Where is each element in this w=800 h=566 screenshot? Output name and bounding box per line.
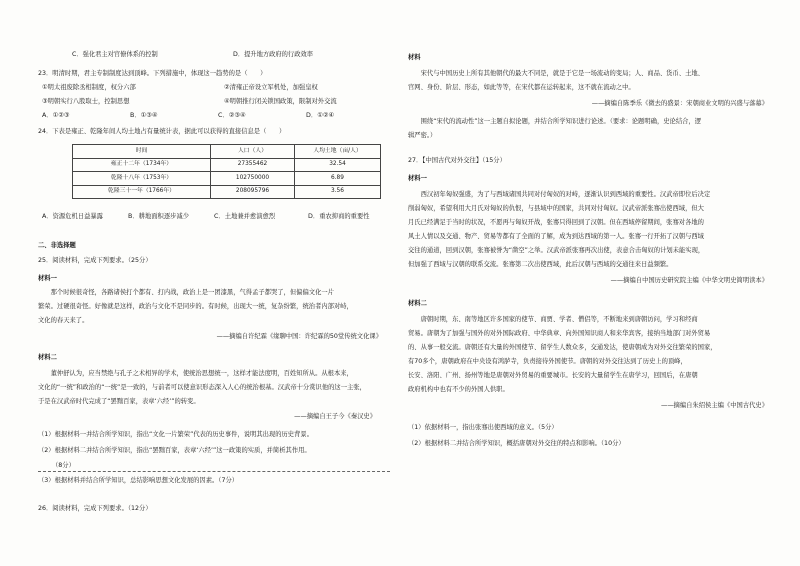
q25-material-2-line: 于是在汉武帝时代完成了“罢黜百家，表章‘六经’”的转变。 xyxy=(38,398,200,405)
q26-task-line: 辑严密。） xyxy=(408,132,437,139)
table-cell: 102750000 xyxy=(211,172,295,186)
q25-stem: 25．阅读材料，完成下列要求。（25分） xyxy=(38,257,152,264)
q23-option-c: C．②③④ xyxy=(218,112,246,119)
table-cell: 3.56 xyxy=(295,185,381,199)
q26-material-source: ——摘编自陈季乐《微去的盛景：宋朝商业文明的兴盛与落幕》 xyxy=(591,100,768,107)
table-cell: 乾隆三十一年（1766年） xyxy=(73,185,211,199)
q27-material-2-line: 唐朝时期，东、南等地区许多国家的使节、商贾、学者、僧侣等，不断地来到唐朝访问，学习和经商 xyxy=(408,316,698,323)
q24-stem: 24．下表是雍正、乾隆年间人均土地占有量统计表，据此可以获得的直接信息是（ ） xyxy=(38,128,286,135)
table-cell: 6.89 xyxy=(295,172,381,186)
q27-material-1-line: 风土人情以及交通、物产、贸易等都有了全面的了解，成为到达西域的第一人。张骞一行开拓了汉朝与西域 xyxy=(408,233,704,240)
q27-material-2-line: 长安、洛阳、广州、扬州等地是唐朝对外贸易的重要城市。长安的大量留学生在唐学习，回国后，在唐朝 xyxy=(408,372,698,379)
q22-option-d: D．提升地方政府的行政效率 xyxy=(233,51,313,58)
table-header: 人均土地（亩/人） xyxy=(295,145,381,159)
q25-question-1: （1）根据材料一并结合所学知识，指出“文化一片繁荣”代表的历史事件，说明其出现的历史背景。 xyxy=(38,431,313,438)
q24-table xyxy=(72,144,381,199)
q24-option-d: D．重农抑商的重要性 xyxy=(308,213,370,220)
q22-options xyxy=(72,51,390,59)
q25-material-1-line: 繁荣。过硬很奇怪。好像就是这样，政治与文化不是同步的。有时候，出现大一统，复杂纷繁，统治者内部对峙， xyxy=(38,303,353,310)
table-cell: 32.54 xyxy=(295,158,381,172)
q26-material-line: 宋代与中国历史上所有其他朝代的最大不同是，就是于它是一场流动的变局；人、商品、货币、土地、 xyxy=(408,70,704,77)
q24-option-b: B．耕地面积逐步减少 xyxy=(128,213,190,220)
table-cell: 27355462 xyxy=(211,158,295,172)
table-row xyxy=(73,185,381,199)
q27-material-1-line: 削弱匈奴，希望利用大月氏对匈奴的仇恨，与县域中的国家，共同对付匈奴。汉武帝派张骞出使西域，但大 xyxy=(408,205,704,212)
q23-item-4: ④明朝推行闭关锁国政策，限制对外交流 xyxy=(224,98,337,105)
q22-option-c: C．强化君主对官僚体系的控制 xyxy=(72,51,158,58)
q24-option-a: A．资源危机日益暴露 xyxy=(42,213,103,220)
q27-material-2-line: 贸易。唐朝为了加强与国外的对外国际政府、中华典章、向外国知识商人和来华宾客，接纳当地部门对外贸易 xyxy=(408,330,711,337)
q25-material-1-line: 文化的春天来了。 xyxy=(38,317,89,324)
q27-question-1: （1）依据材料一，指出张骞出使西域的意义。（5分） xyxy=(408,424,558,431)
q23-item-1: ①明太祖废除丞相制度，权分六部 xyxy=(42,84,136,91)
q25-material-1-source: ——摘编自许纪霖《缘聊中国：许纪霖的50堂传统文化课》 xyxy=(216,333,382,340)
q25-question-2: （2）根据材料二并结合所学知识，指出“罢黜百家，表章‘六经’”这一政策的实质，并简析其作用。 xyxy=(38,447,311,454)
table-header: 人口（人） xyxy=(211,145,295,159)
q23-item-2: ②清雍正帝设立军机处，加强皇权 xyxy=(224,84,318,91)
divider xyxy=(38,471,390,472)
q25-question-2-points: （8分） xyxy=(52,462,75,469)
q27-stem: 27．【中国古代对外交往】（15分） xyxy=(408,157,506,164)
q24-options xyxy=(42,213,370,221)
table-row xyxy=(73,158,381,172)
table-header: 时间 xyxy=(73,145,211,159)
section-title: 二、非选择题 xyxy=(38,242,76,249)
q27-material-1-source: ——摘编自中国历史研究院主编《中华文明史简明读本》 xyxy=(610,277,768,284)
q27-material-1-title: 材料一 xyxy=(408,175,427,182)
q23-options xyxy=(42,112,334,120)
q25-material-1-line: 那个时候很奇怪，各路诸侯打个都有、打内战，政治上是一团漆黑，气得孟子都哭了，但偏偏文化一片 xyxy=(38,289,334,296)
q27-material-1-line: 但加强了西域与汉朝的联系交流。张骞第二次出使西域，此后汉朝与西域的交通往来日益频繁。 xyxy=(408,261,673,268)
table-cell: 雍正十二年（1734年） xyxy=(73,158,211,172)
q27-material-2-line: 的、从事一般交流。唐朝还有大量的外国使节、留学生人数众多，交通发达，使唐朝成为对外交往繁荣的国家， xyxy=(408,344,717,351)
q27-question-2: （2）根据材料二并结合所学知识，概括唐朝对外交往的特点和影响。（10分） xyxy=(408,440,625,447)
table-row xyxy=(73,172,381,186)
q25-question-3: （3）根据材料并结合所学知识，总结影响思想文化发展的因素。（7分） xyxy=(38,477,239,484)
q25-material-2-line: 文化的“一统”和政治的“一统”是一致的，与前者可以使意识形态深入人心的统治根基。汉武帝十分赏识他的这一主张， xyxy=(38,384,366,391)
q27-material-1-line: 西汉初年匈奴强盛，为了与西域诸国共同对付匈奴的对峙，逐渐认识到西域的重要性。汉武帝即位后决定 xyxy=(408,191,711,198)
q25-material-2-line: 董仲舒认为，应当禁绝与孔子之术相异的学术，使统治思想统一，这样才能法度明，百姓知所从。从根本来， xyxy=(38,370,353,377)
q26-material-line: 官网、身份、阶层、形态，如此等等，在宋代都在运转起来，这不就在流动之中。 xyxy=(408,84,635,91)
q23-stem: 23．明清时期，君主专制制度达到顶峰。下列措施中，体现这一趋势的是（ ） xyxy=(38,70,267,77)
q27-material-2-line: 政府机构中也有不少的外国人供职。 xyxy=(408,386,509,393)
q27-material-2-source: ——摘编自朱绍侯主编《中国古代史》 xyxy=(660,402,768,409)
q23-option-a: A．①②③ xyxy=(42,112,70,119)
q23-item-3: ③明朝实行八股取士，控制思想 xyxy=(42,98,130,105)
q26-material-title: 材料 xyxy=(408,54,421,61)
q25-material-2-title: 材料二 xyxy=(38,354,57,361)
q23-option-b: B．①③④ xyxy=(130,112,158,119)
q23-option-d: D．①②④ xyxy=(306,112,335,119)
table-cell: 乾隆十八年（1753年） xyxy=(73,172,211,186)
q26-stem: 26．阅读材料，完成下列要求。（12分） xyxy=(38,505,152,512)
q27-material-1-line: 月氏已经满足于当时的状况，不愿再与匈奴开战，张骞只得回到了汉朝。但在西域停留期间，张骞对各地的 xyxy=(408,219,704,226)
q27-material-1-line: 交往的通道，回到汉朝，张骞被誉为“凿空”之举。汉武帝派张骞再次出使，表意合击匈奴的计划未能实现， xyxy=(408,247,705,254)
table-cell: 208095796 xyxy=(211,185,295,199)
q24-option-c: C．土地兼并愈演愈烈 xyxy=(214,213,276,220)
table-header-row xyxy=(73,145,381,159)
q27-material-2-line: 有70多个，唐朝政府在中央设有鸿胪寺，负责接待外国使节。唐朝的对外交往达到了历史上的顶峰， xyxy=(408,358,687,365)
q26-task-line: 围绕“宋代的流动性”这一主题自拟论题，并结合所学知识进行论述。（要求：论题明确，史论结合，逻 xyxy=(408,118,702,125)
q25-material-2-source: ——摘编自王子今《秦汉史》 xyxy=(294,413,376,420)
q25-material-1-title: 材料一 xyxy=(38,275,57,282)
q27-material-2-title: 材料二 xyxy=(408,300,427,307)
